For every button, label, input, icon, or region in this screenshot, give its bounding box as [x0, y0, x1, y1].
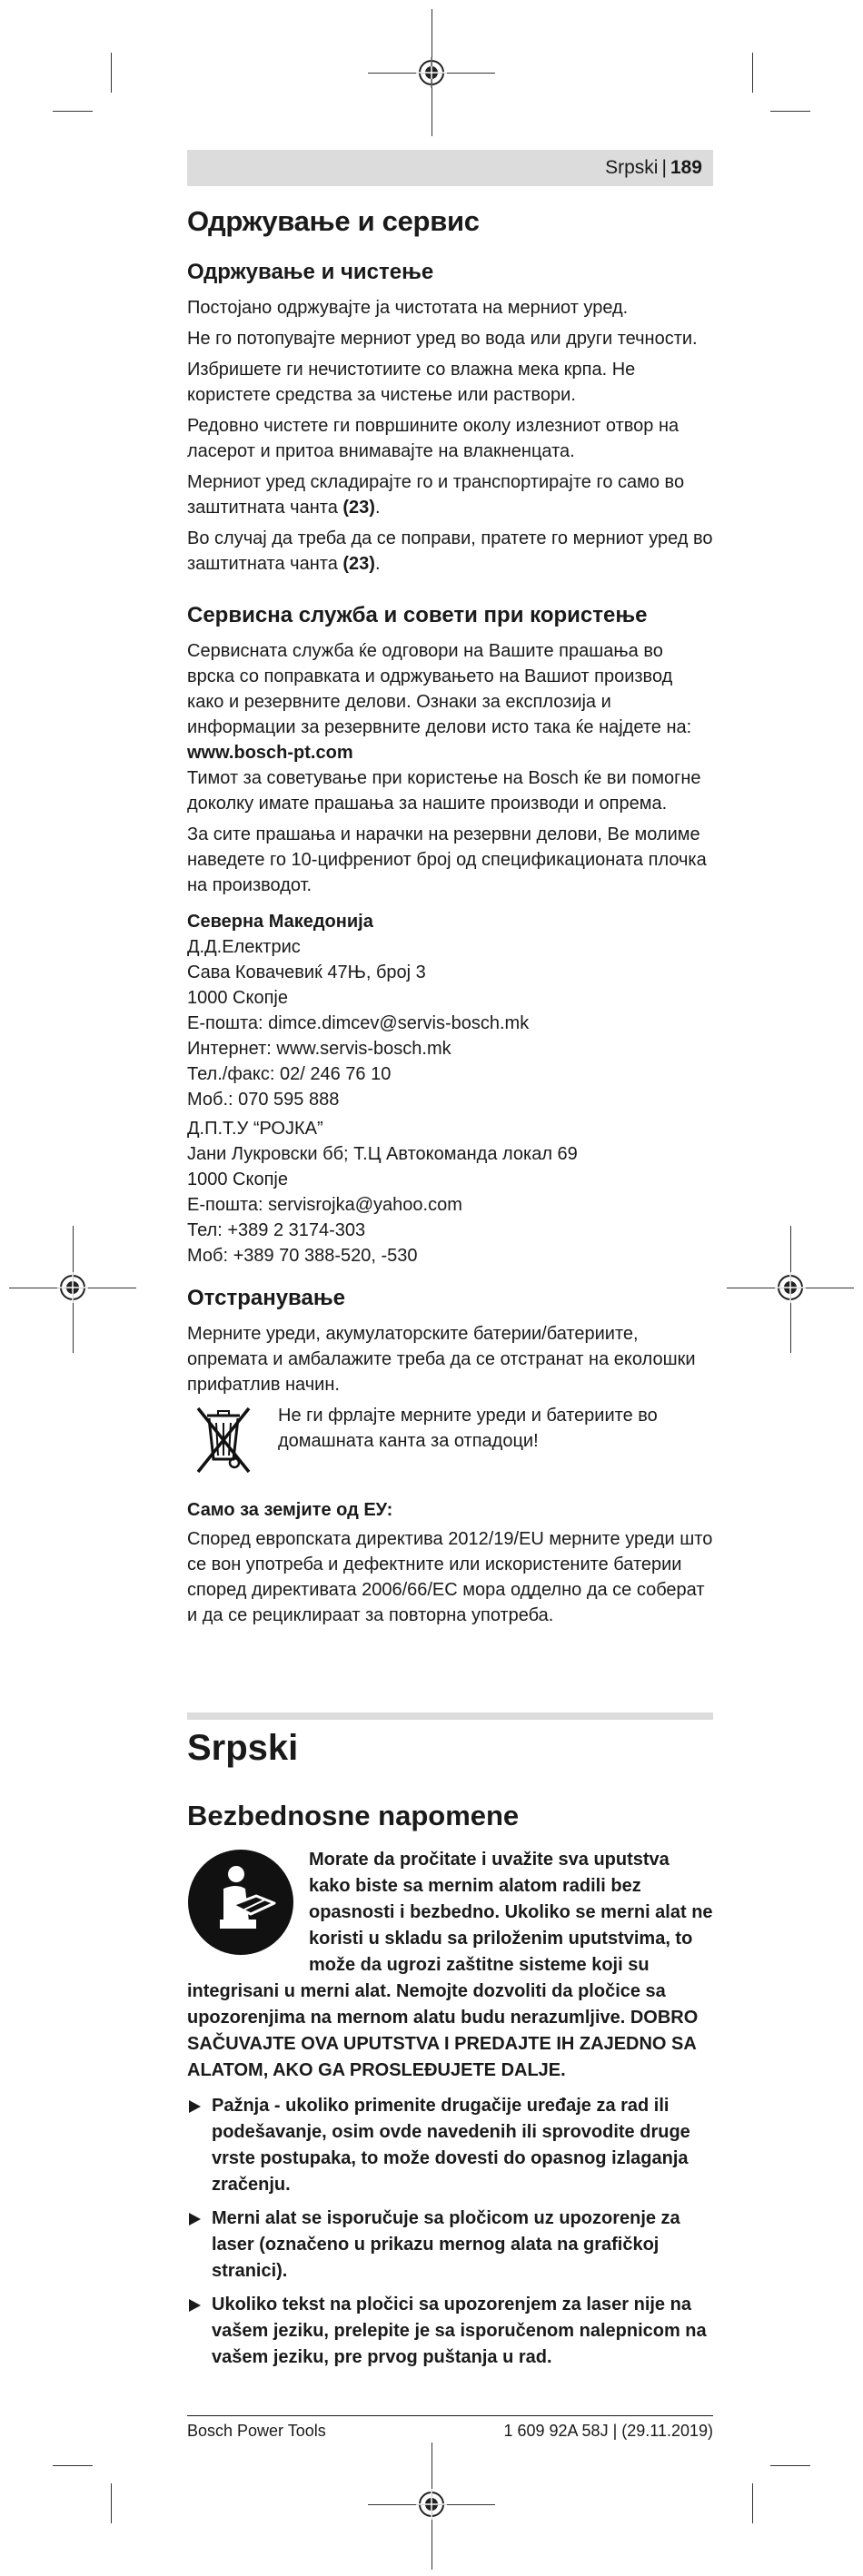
- footer-brand: Bosch Power Tools: [187, 2422, 326, 2440]
- service-intro: Сервисната служба ќе одговори на Вашите прашања во врcка со поправката и одржувањето на Вашиот производ како и резервните делови. Ознаки за експлозија и информации за резервните делови исто така ќе најдете на:: [187, 641, 692, 737]
- page-number: 189: [670, 157, 702, 178]
- contact-line: Тел: +389 2 3174-303: [187, 1220, 366, 1240]
- contact-line: 1000 Скопје: [187, 988, 288, 1008]
- safety-notes: [187, 1847, 713, 2378]
- contact-line: Тел./факс: 02/ 246 76 10: [187, 1064, 392, 1084]
- paragraph: Избришете ги нечистотиите со влажна мека крпа. Не користете средства за чистење или раствори.: [187, 360, 636, 405]
- contact-line: Интернет: www.servis-bosch.mk: [187, 1039, 451, 1059]
- bullet-text: Pažnja - ukoliko primenite drugačije uređaje za rad ili podešavanje, osim ovde navedenih ili sprovodite druge vrste postupaka, to može dovesti do opasnog izlaganja zračenju.: [212, 2096, 690, 2195]
- crop-mark: [111, 53, 112, 93]
- safety-title: Bezbednosne napomene: [187, 1800, 520, 1831]
- website-link[interactable]: www.bosch-pt.com: [187, 743, 353, 763]
- safety-intro: Morate da pročitate i uvažite sva uputstva kako biste sa mernim alatom radili bez opasnosti i bezbedno. Ukoliko se merni alat ne koristi u skladu sa priloženim uputstvima, to može da ugrozi zaštitne sisteme koji su integrisani u merni alat. Nemojte dozvoliti da pločice sa upozorenjima na mernom alatu budu nerazumljive. DOBRO SAČUVAJTE OVA UPUTSTVA I PREDAJTE IH ZAJEDNO SA ALATOM, AKO GA PROSLEĐUJETE DALJE.: [187, 1850, 713, 2080]
- crop-mark: [752, 2483, 753, 2523]
- contact-line: Д.Д.Електрис: [187, 937, 301, 957]
- contact-line: Моб.: 070 595 888: [187, 1090, 340, 1110]
- crop-mark: [53, 111, 93, 112]
- bullet-item: [187, 2206, 713, 2285]
- safety-bullet-list: [187, 2093, 713, 2371]
- subsection-title: Сервисна служба и совети при користење: [187, 603, 648, 627]
- registration-mark-icon: [57, 1272, 88, 1303]
- subsection-title: Отстранување: [187, 1286, 345, 1310]
- crop-mark: [752, 53, 753, 93]
- contact-block: [187, 934, 713, 1112]
- paragraph: Според европската директива 2012/19/EU мерните уреди што се вон употреба и дефектните или искористените батерии според директивата 2006/66/EC мора одделно да се соберат и да се рециклираат за повторна употреба.: [187, 1529, 713, 1625]
- contact-line: Е-пошта: servisrojka@yahoo.com: [187, 1195, 462, 1215]
- crop-mark: [770, 111, 810, 112]
- contact-line: Јани Лукровски бб; Т.Ц Автокоманда локал 69: [187, 1144, 578, 1164]
- crop-mark: [111, 2483, 112, 2523]
- repair-text: Во случај да треба да се поправи, пратете го мерниот уред во заштитната чанта: [187, 528, 713, 574]
- contact-line: 1000 Скопје: [187, 1170, 288, 1189]
- contact-line: Моб: +389 70 388-520, -530: [187, 1246, 418, 1266]
- weee-text: Не ги фрлајте мерните уреди и батериите во домашната канта за отпадоци!: [278, 1406, 658, 1451]
- subsection-title: Одржување и чистење: [187, 260, 434, 284]
- bullet-item: [187, 2093, 713, 2198]
- contact-block: [187, 1116, 713, 1268]
- eu-heading: Само за земјите од ЕУ:: [187, 1500, 393, 1520]
- header-separator: |: [661, 157, 667, 178]
- paragraph: Не го потопувајте мерниот уред во вода или други течности.: [187, 329, 698, 349]
- paragraph: Постојано одржувајте ја чистотата на мерниот уред.: [187, 298, 629, 318]
- paragraph: [187, 638, 713, 740]
- page-header: [187, 150, 713, 186]
- read-manual-icon: [187, 1849, 294, 1956]
- header-language: Srpski: [605, 157, 659, 178]
- bullet-triangle-icon: [189, 2100, 201, 2113]
- paragraph: За сите прашања и нарачки на резервни делови, Ве молиме наведете го 10-цифрениот број од спецификационата плочка на производот.: [187, 824, 707, 895]
- paragraph: Редовно чистете ги површините околу излезниот отвор на ласерот и притоа внимавајте на влакненцата.: [187, 416, 679, 461]
- bullet-text: Ukoliko tekst na pločici sa upozorenjem za laser nije na vašem jeziku, prelepite je sa isporučenom nalepnicom na vašem jeziku, pre prvog puštanja u rad.: [212, 2295, 707, 2367]
- crop-mark: [770, 2465, 810, 2466]
- language-section-title: Srpski: [187, 1728, 299, 1768]
- footer-rule: [187, 2415, 713, 2416]
- header-text: [605, 157, 702, 179]
- footer-doc-id: 1 609 92A 58J | (29.11.2019): [503, 2422, 713, 2440]
- paragraph: Мерниот уред складирајте го и транспортирајте го само во заштитната чанта (23).: [187, 472, 685, 518]
- paragraph: Тимот за советување при користење на Bosch ќе ви помогне доколку имате прашања за нашите производи и опрема.: [187, 768, 701, 814]
- item-reference: (23): [342, 554, 375, 574]
- crop-mark: [53, 2465, 93, 2466]
- bullet-triangle-icon: [189, 2213, 201, 2226]
- section-divider: [187, 1712, 713, 1720]
- bullet-item: [187, 2292, 713, 2371]
- contact-line: Д.П.Т.У “РОЈКА”: [187, 1119, 323, 1139]
- contact-line: Сава Ковачевиќ 47Њ, број 3: [187, 962, 426, 982]
- item-reference: (23): [342, 498, 375, 518]
- contact-line: Е-пошта: dimce.dimcev@servis-bosch.mk: [187, 1013, 530, 1033]
- bullet-triangle-icon: [189, 2299, 201, 2312]
- paragraph: Мерните уреди, акумулаторските батерии/батериите, опремата и амбалажите треба да се отстранат на еколошки прифатлив начин.: [187, 1324, 696, 1395]
- storage-text: Мерниот уред складирајте го и транспортирајте го само во заштитната чанта: [187, 472, 685, 518]
- registration-mark-icon: [416, 2489, 447, 2520]
- registration-mark-icon: [775, 1272, 806, 1303]
- maintenance-section: [187, 204, 713, 1633]
- registration-mark-icon: [416, 57, 447, 88]
- crossed-out-wheeled-bin-icon: [187, 1403, 260, 1476]
- bullet-text: Merni alat se isporučuje sa pločicom uz upozorenje za laser (označeno u prikazu mernog alata na grafičkoj stranici).: [212, 2208, 680, 2281]
- section-title: Одржување и сервис: [187, 205, 480, 237]
- country-heading: Северна Македонија: [187, 912, 373, 932]
- weee-notice: [187, 1403, 713, 1476]
- paragraph: Во случај да треба да се поправи, пратете го мерниот уред во заштитната чанта (23).: [187, 528, 713, 574]
